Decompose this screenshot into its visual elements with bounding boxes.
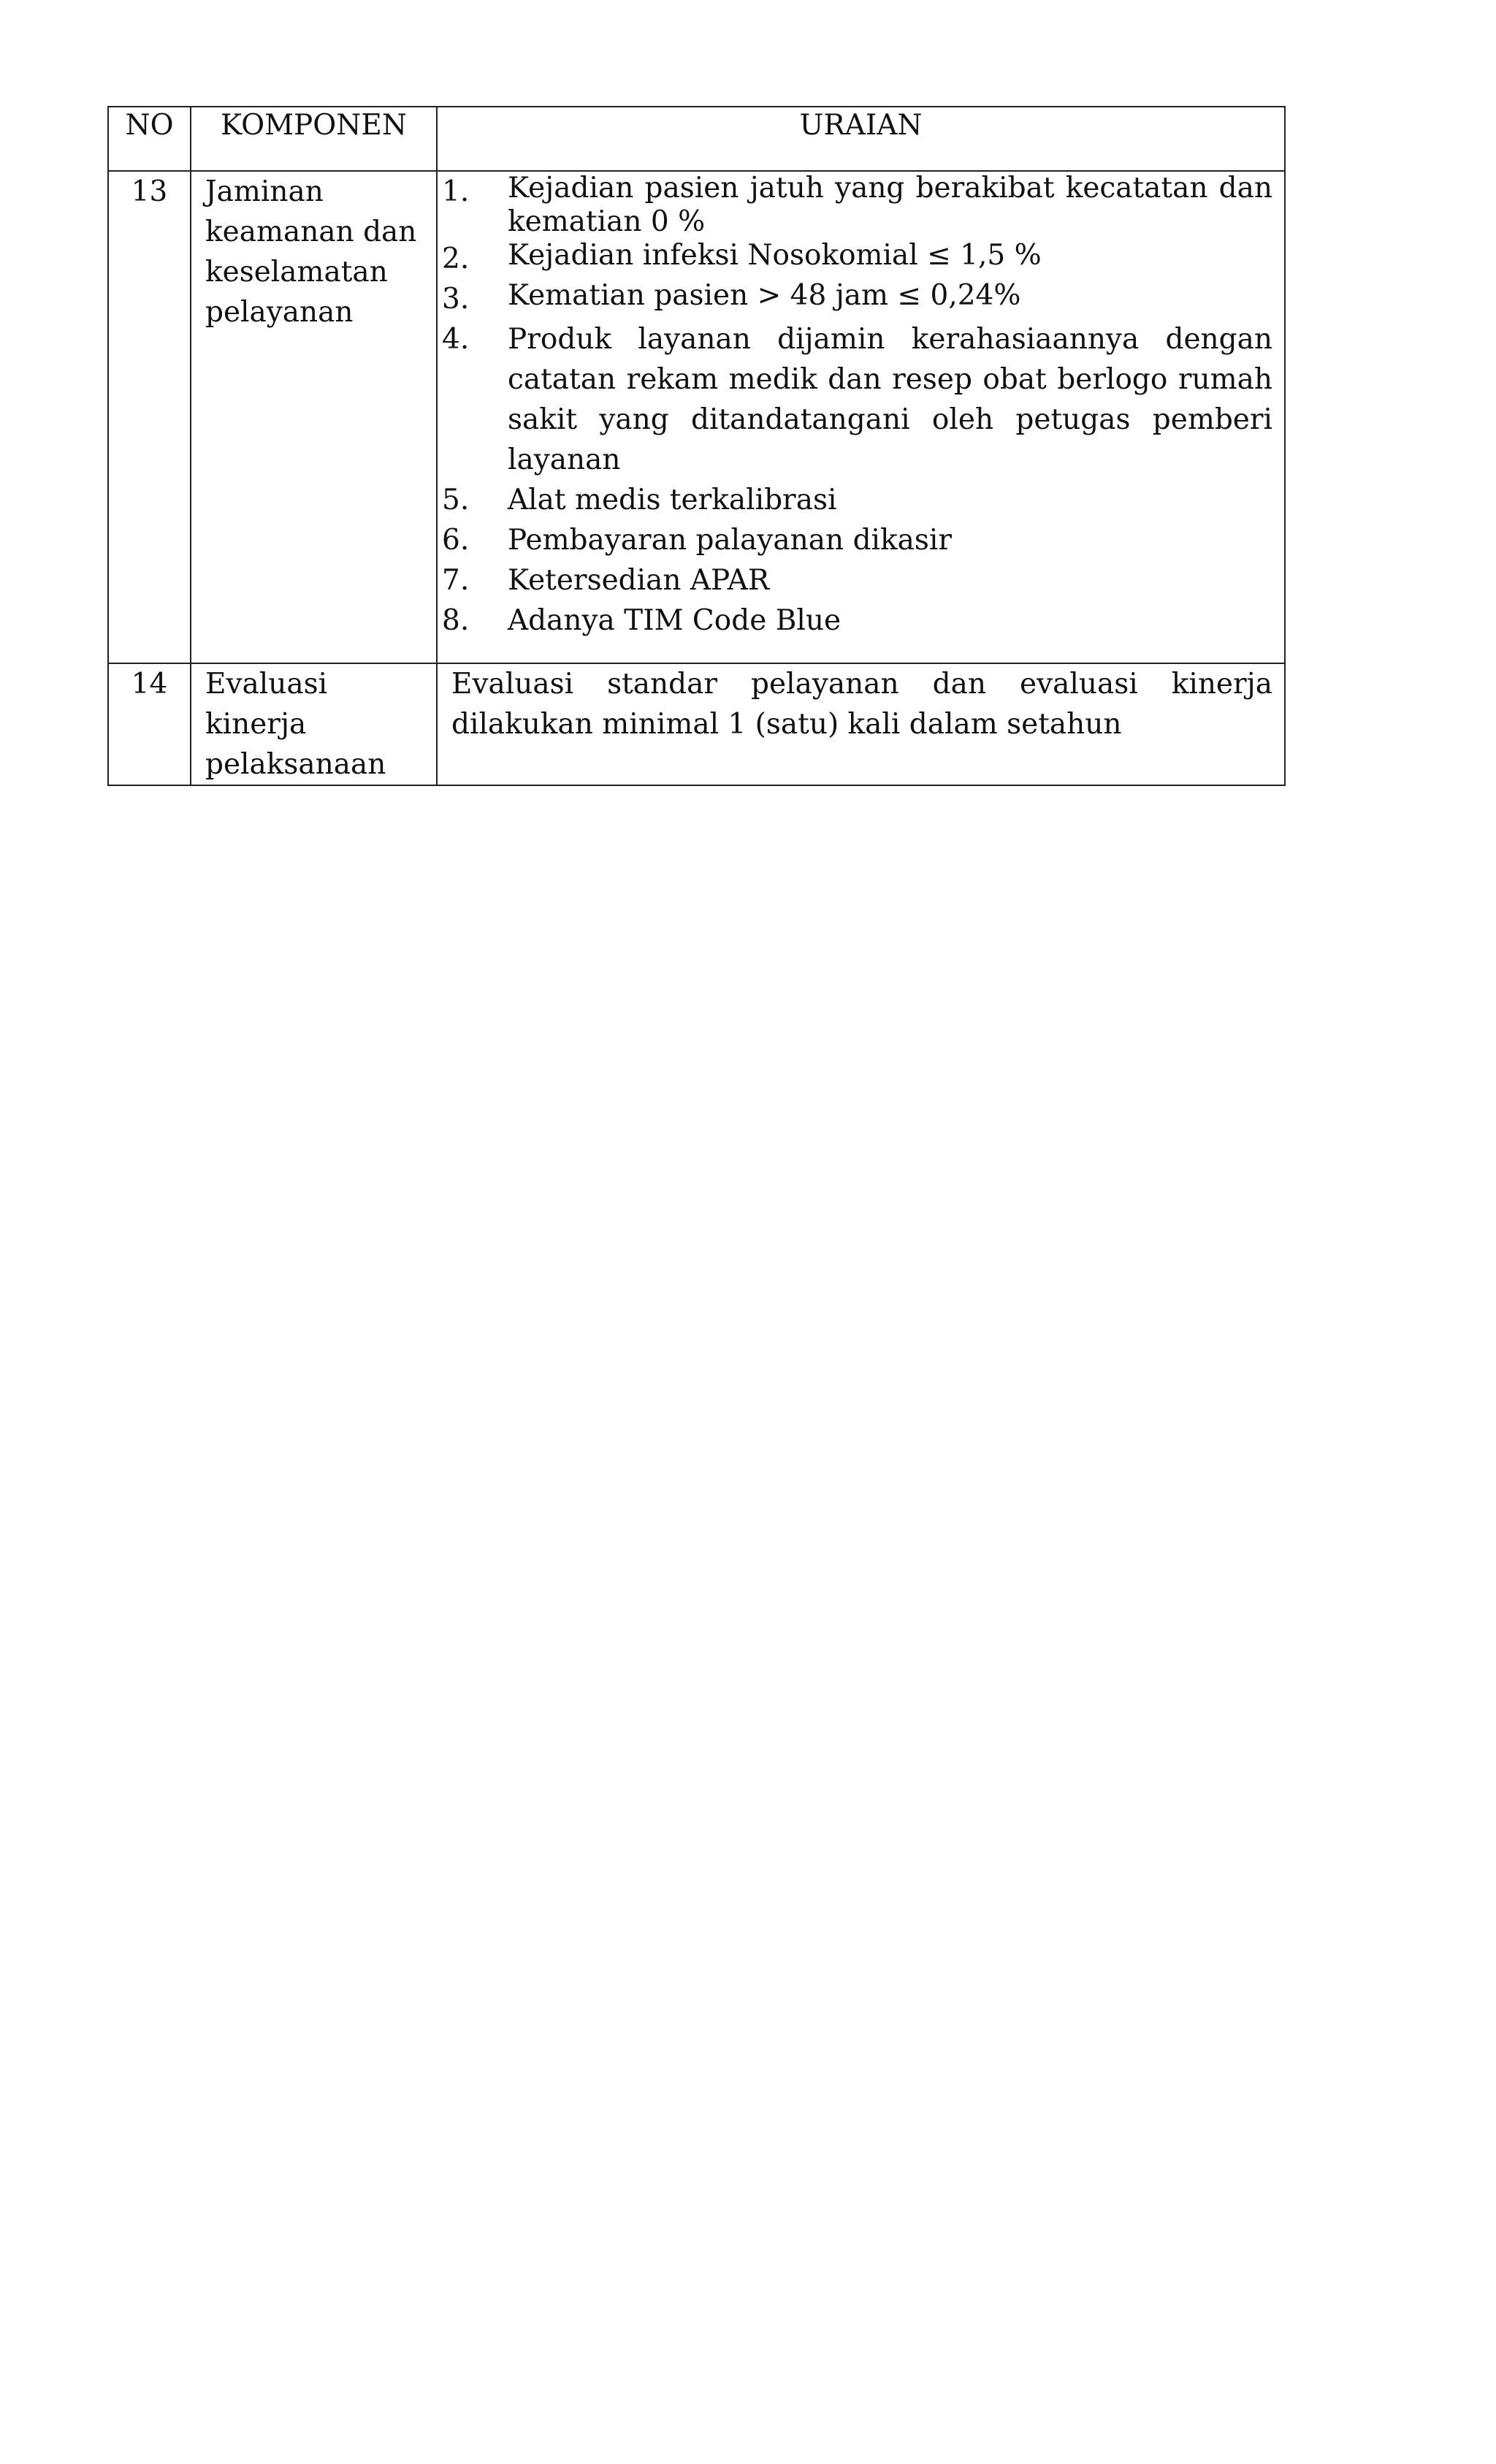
table-header-row [108, 107, 1285, 171]
list-item [442, 172, 1272, 239]
list-item [442, 279, 1272, 319]
list-item-text: Kejadian pasien jatuh yang berakibat kecatatan dan kematian 0 % [508, 172, 1272, 238]
list-item-text: Adanya TIM Code Blue [508, 604, 842, 637]
header-uraian: URAIAN [437, 107, 1285, 171]
header-komponen: KOMPONEN [191, 107, 437, 171]
description-list [437, 171, 1285, 663]
standard-table [107, 106, 1286, 786]
list-item-text: Ketersedian APAR [508, 564, 770, 597]
list-item [442, 560, 1272, 600]
list-item-number: 6. [442, 524, 470, 557]
list-item-number: 7. [442, 564, 470, 597]
list-item-text: Produk layanan dijamin kerahasiaannya dengan catatan rekam medik dan resep obat berlogo rumah sakit yang ditandatangani oleh petugas pemberi layanan [508, 323, 1272, 476]
list-item-text: Pembayaran palayanan dikasir [508, 524, 953, 557]
list-item-number: 3. [442, 283, 470, 316]
component-name: Evaluasi kinerja pelaksanaan [191, 663, 437, 785]
list-item-number: 5. [442, 484, 470, 516]
list-item [442, 480, 1272, 520]
list-item [442, 520, 1272, 560]
list-item [442, 600, 1272, 641]
list-item-text: Kematian pasien > 48 jam ≤ 0,24% [508, 279, 1021, 312]
component-name: Jaminan keamanan dan keselamatan pelayanan [191, 171, 437, 663]
header-no: NO [108, 107, 191, 171]
description-text: Evaluasi standar pelayanan dan evaluasi kinerja dilakukan minimal 1 (satu) kali dalam setahun [437, 663, 1285, 785]
list-item-number: 8. [442, 604, 470, 637]
list-item-number: 2. [442, 243, 470, 275]
table-row [108, 171, 1285, 663]
list-item-number: 1. [442, 175, 470, 208]
row-number: 13 [108, 171, 191, 663]
list-item [442, 239, 1272, 279]
list-item [442, 319, 1272, 480]
row-number: 14 [108, 663, 191, 785]
table-row [108, 663, 1285, 785]
list-item-number: 4. [442, 323, 470, 356]
list-item-text: Kejadian infeksi Nosokomial ≤ 1,5 % [508, 239, 1042, 272]
list-item-text: Alat medis terkalibrasi [508, 484, 837, 516]
